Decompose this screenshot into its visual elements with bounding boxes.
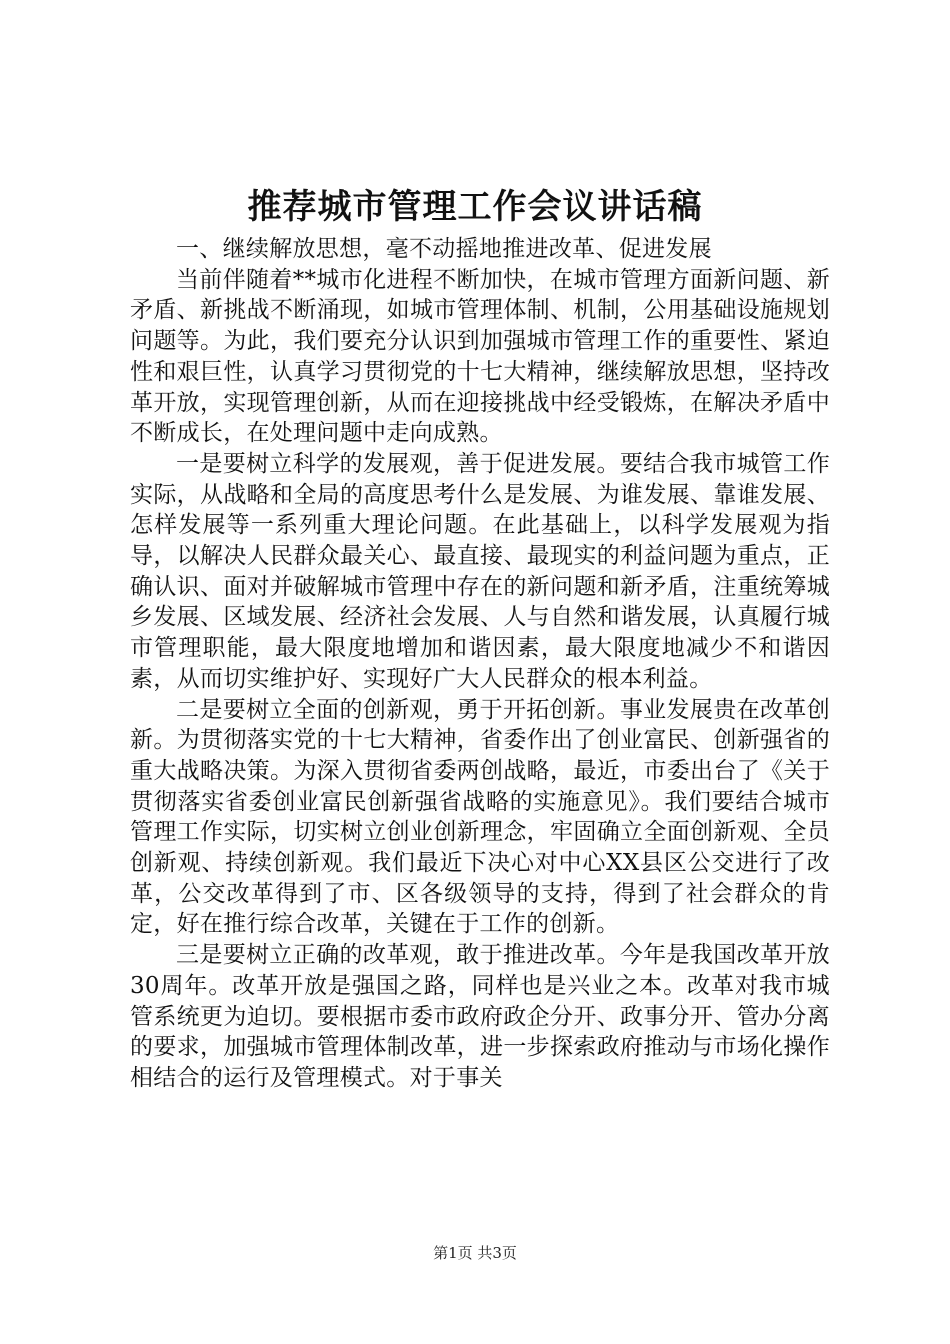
document-body: [130, 234, 830, 1094]
section-heading: 一、继续解放思想，毫不动摇地推进改革、促进发展: [176, 236, 712, 262]
body-paragraph: 三是要树立正确的改革观，敢于推进改革。今年是我国改革开放30周年。改革开放是强国之路，同样也是兴业之本。改革对我市城管系统更为迫切。要根据市委市政府政企分开、政事分开、管办分离的要求，加强城市管理体制改革，进一步探索政府推动与市场化操作相结合的运行及管理模式。对于事关: [130, 942, 830, 1091]
page-number-footer: 第1页 共3页: [433, 1244, 517, 1262]
body-paragraph: 一是要树立科学的发展观，善于促进发展。要结合我市城管工作实际，从战略和全局的高度思考什么是发展、为谁发展、靠谁发展、怎样发展等一系列重大理论问题。在此基础上，以科学发展观为指导，以解决人民群众最关心、最直接、最现实的利益问题为重点，正确认识、面对并破解城市管理中存在的新问题和新矛盾，注重统筹城乡发展、区域发展、经济社会发展、人与自然和谐发展，认真履行城市管理职能，最大限度地增加和谐因素，最大限度地减少不和谐因素，从而切实维护好、实现好广大人民群众的根本利益。: [130, 450, 830, 692]
page-title: 推荐城市管理工作会议讲话稿: [247, 187, 703, 227]
body-paragraph: 当前伴随着**城市化进程不断加快，在城市管理方面新问题、新矛盾、新挑战不断涌现，如城市管理体制、机制，公用基础设施规划问题等。为此，我们要充分认识到加强城市管理工作的重要性、紧迫性和艰巨性，认真学习贯彻党的十七大精神，继续解放思想，坚持改革开放，实现管理创新，从而在迎接挑战中经受锻炼，在解决矛盾中不断成长，在处理问题中走向成熟。: [130, 266, 830, 447]
body-paragraph: 二是要树立全面的创新观，勇于开拓创新。事业发展贵在改革创新。为贯彻落实党的十七大精神，省委作出了创业富民、创新强省的重大战略决策。为深入贯彻省委两创战略，最近，市委出台了《关于贯彻落实省委创业富民创新强省战略的实施意见》。我们要结合城市管理工作实际，切实树立创业创新理念，牢固确立全面创新观、全员创新观、持续创新观。我们最近下决心对中心XX县区公交进行了改革，公交改革得到了市、区各级领导的支持，得到了社会群众的肯定，好在推行综合改革，关键在于工作的创新。: [130, 696, 830, 938]
